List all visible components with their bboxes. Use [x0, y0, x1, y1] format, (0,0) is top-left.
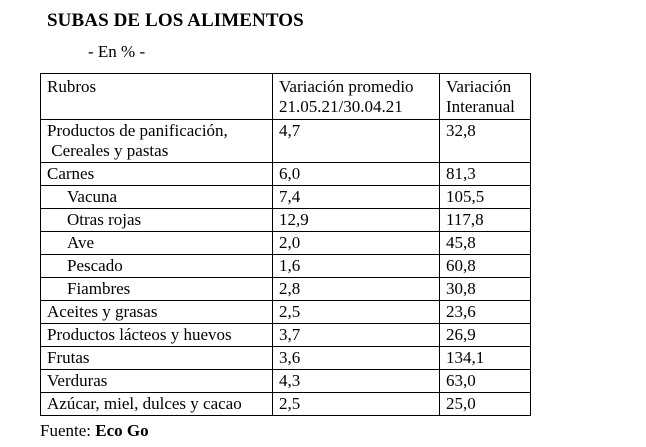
header-promedio-line2: 21.05.21/30.04.21 — [279, 97, 403, 116]
row-interanual: 26,9 — [440, 324, 531, 347]
header-interanual-line1: Variación — [446, 77, 512, 96]
row-rubro: Frutas — [41, 347, 273, 370]
header-rubros — [41, 74, 273, 120]
page-subtitle: - En % - — [88, 42, 146, 61]
row-interanual: 45,8 — [440, 232, 531, 255]
row-interanual: 25,0 — [440, 393, 531, 416]
header-interanual-line2: Interanual — [446, 97, 515, 116]
table-row — [41, 255, 531, 278]
row-promedio: 6,0 — [273, 163, 440, 186]
table-row — [41, 324, 531, 347]
row-interanual: 117,8 — [440, 209, 531, 232]
table-row — [41, 209, 531, 232]
table-row — [41, 347, 531, 370]
row-rubro-line2: Cereales y pastas — [47, 141, 169, 160]
row-interanual: 30,8 — [440, 278, 531, 301]
table-row — [41, 186, 531, 209]
source-name: Eco Go — [95, 421, 149, 440]
row-promedio: 4,3 — [273, 370, 440, 393]
row-rubro: Ave — [41, 232, 273, 255]
row-rubro: Otras rojas — [41, 209, 273, 232]
row-interanual: 81,3 — [440, 163, 531, 186]
row-promedio: 4,7 — [273, 120, 440, 163]
source-note — [40, 421, 149, 441]
row-rubro: Productos lácteos y huevos — [41, 324, 273, 347]
row-promedio: 2,5 — [273, 393, 440, 416]
food-price-table — [40, 73, 531, 416]
table-row — [41, 393, 531, 416]
table-body — [41, 120, 531, 416]
table-header — [41, 74, 531, 120]
row-rubro-line1: Productos de panificación, — [47, 121, 228, 140]
row-interanual: 32,8 — [440, 120, 531, 163]
row-promedio: 12,9 — [273, 209, 440, 232]
row-interanual: 63,0 — [440, 370, 531, 393]
table-row — [41, 232, 531, 255]
table-row — [41, 163, 531, 186]
row-rubro: Verduras — [41, 370, 273, 393]
source-label: Fuente: — [40, 421, 96, 440]
row-rubro — [41, 120, 273, 163]
row-promedio: 2,8 — [273, 278, 440, 301]
row-interanual: 60,8 — [440, 255, 531, 278]
row-interanual: 105,5 — [440, 186, 531, 209]
table-header-row — [41, 74, 531, 120]
header-variacion-interanual — [440, 74, 531, 120]
header-rubros-label: Rubros — [47, 77, 97, 96]
row-promedio: 2,0 — [273, 232, 440, 255]
row-promedio: 7,4 — [273, 186, 440, 209]
row-promedio: 3,7 — [273, 324, 440, 347]
row-rubro: Aceites y grasas — [41, 301, 273, 324]
row-rubro: Azúcar, miel, dulces y cacao — [41, 393, 273, 416]
row-rubro: Vacuna — [41, 186, 273, 209]
row-interanual: 23,6 — [440, 301, 531, 324]
table-row — [41, 120, 531, 163]
header-promedio-line1: Variación promedio — [279, 77, 414, 96]
header-variacion-promedio — [273, 74, 440, 120]
row-promedio: 2,5 — [273, 301, 440, 324]
row-promedio: 1,6 — [273, 255, 440, 278]
row-rubro: Fiambres — [41, 278, 273, 301]
table-row — [41, 301, 531, 324]
table-row — [41, 370, 531, 393]
table-row — [41, 278, 531, 301]
row-rubro: Carnes — [41, 163, 273, 186]
page-title: SUBAS DE LOS ALIMENTOS — [47, 10, 304, 31]
row-interanual: 134,1 — [440, 347, 531, 370]
row-promedio: 3,6 — [273, 347, 440, 370]
row-rubro: Pescado — [41, 255, 273, 278]
